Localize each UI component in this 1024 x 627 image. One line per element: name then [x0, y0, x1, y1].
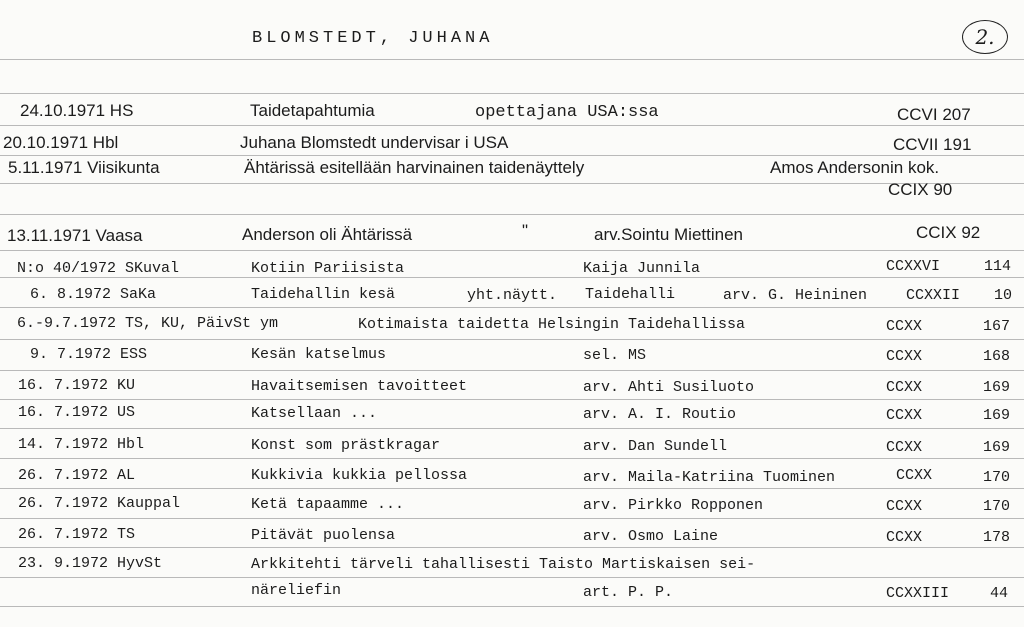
entry-title: Taidehallin kesä: [251, 286, 396, 303]
entry-venue: Taidehalli: [585, 286, 676, 303]
entry-title: Kotiin Pariisista: [251, 260, 405, 277]
entry-title-continued: näreliefin: [251, 582, 342, 599]
rule-line: [0, 458, 1024, 459]
card-title: BLOMSTEDT, JUHANA: [252, 29, 494, 48]
entry-volume: CCXX: [886, 318, 923, 335]
entry-title: Kesän katselmus: [251, 346, 387, 363]
entry-author: arv. Osmo Laine: [583, 528, 719, 545]
entry-page: 44: [990, 585, 1009, 602]
entry-volume: CCXX: [896, 467, 933, 484]
entry-reference: CCVI 207: [897, 105, 971, 124]
rule-line: [0, 339, 1024, 340]
entry-page: 167: [983, 318, 1011, 335]
rule-line: [0, 250, 1024, 251]
rule-line: [0, 370, 1024, 371]
entry-date: 24.10.1971 HS: [20, 101, 134, 120]
entry-volume: CCXX: [886, 348, 923, 365]
entry-title: Ketä tapaamme ...: [251, 496, 405, 513]
entry-author: Kaija Junnila: [583, 260, 701, 277]
entry-title: Ähtärissä esitellään harvinainen taidenäyttely: [244, 158, 585, 177]
entry-title: Konst som prästkragar: [251, 437, 441, 454]
entry-page: 170: [983, 498, 1011, 515]
rule-line: [0, 214, 1024, 215]
entry-author: arv. Pirkko Ropponen: [583, 497, 764, 514]
entry-page: 169: [983, 379, 1011, 396]
rule-line: [0, 606, 1024, 607]
entry-reference: CCVII 191: [893, 135, 972, 154]
entry-title: Arkkitehti tärveli tahallisesti Taisto Martiskaisen sei-: [251, 556, 756, 573]
entry-author: arv. G. Heininen: [723, 287, 868, 304]
entry-title: Kukkivia kukkia pellossa: [251, 467, 468, 484]
rule-line: [0, 399, 1024, 400]
entry-page: 168: [983, 348, 1011, 365]
entry-title: Anderson oli Ähtärissä: [242, 225, 413, 244]
page-number-circle: 2.: [962, 20, 1008, 54]
entry-volume: CCXX: [886, 439, 923, 456]
entry-date: 13.11.1971 Vaasa: [7, 226, 143, 245]
entry-date: 16. 7.1972 KU: [18, 377, 136, 394]
rule-line: [0, 488, 1024, 489]
entry-date: 20.10.1971 Hbl: [3, 133, 119, 152]
entry-volume: CCXX: [886, 498, 923, 515]
entry-title: Juhana Blomstedt undervisar i USA: [240, 133, 509, 152]
entry-title: Taidetapahtumia: [250, 101, 375, 120]
entry-collection: Amos Andersonin kok.: [770, 158, 940, 177]
entry-date: 9. 7.1972 ESS: [30, 346, 148, 363]
entry-author: arv. Dan Sundell: [583, 438, 728, 455]
entry-title: Katsellaan ...: [251, 405, 378, 422]
entry-author: arv. Ahti Susiluoto: [583, 379, 755, 396]
entry-page: 169: [983, 407, 1011, 424]
entry-date: 16. 7.1972 US: [18, 404, 136, 421]
entry-author: arv.Sointu Miettinen: [594, 225, 743, 244]
entry-date: 5.11.1971 Viisikunta: [8, 158, 160, 177]
entry-date: N:o 40/1972 SKuval: [17, 260, 180, 277]
entry-date: 26. 7.1972 Kauppal: [18, 495, 181, 512]
rule-line: [0, 547, 1024, 548]
rule-line: [0, 307, 1024, 308]
entry-volume: CCXXVI: [886, 258, 941, 275]
entry-date: 26. 7.1972 AL: [18, 467, 136, 484]
rule-line: [0, 183, 1024, 184]
entry-date: 26. 7.1972 TS: [18, 526, 136, 543]
entry-volume: CCXX: [886, 407, 923, 424]
entry-date: 6. 8.1972 SaKa: [30, 286, 157, 303]
entry-date: 14. 7.1972 Hbl: [18, 436, 145, 453]
entry-reference: CCIX 92: [916, 223, 981, 242]
entry-author: arv. Maila-Katriina Tuominen: [583, 469, 836, 486]
entry-page: 114: [984, 258, 1012, 275]
rule-line: [0, 93, 1024, 94]
entry-volume: CCXX: [886, 379, 923, 396]
entry-type: yht.näytt.: [467, 287, 558, 304]
rule-line: [0, 59, 1024, 60]
entry-title: Havaitsemisen tavoitteet: [251, 378, 468, 395]
entry-page: 170: [983, 469, 1011, 486]
ditto-mark: ": [522, 221, 529, 240]
entry-volume: CCXX: [886, 529, 923, 546]
entry-note: opettajana USA:ssa: [475, 103, 659, 122]
rule-line: [0, 125, 1024, 126]
rule-line: [0, 518, 1024, 519]
rule-line: [0, 577, 1024, 578]
entry-reference: CCIX 90: [888, 180, 953, 199]
entry-title: Pitävät puolensa: [251, 527, 396, 544]
entry-volume: CCXXII: [906, 287, 961, 304]
entry-author: art. P. P.: [583, 584, 674, 601]
entry-author: sel. MS: [583, 347, 647, 364]
entry-date: 23. 9.1972 HyvSt: [18, 555, 163, 572]
entry-volume: CCXXIII: [886, 585, 950, 602]
entry-title: Kotimaista taidetta Helsingin Taidehallissa: [358, 316, 746, 333]
rule-line: [0, 155, 1024, 156]
rule-line: [0, 428, 1024, 429]
entry-page: 10: [994, 287, 1013, 304]
entry-page: 178: [983, 529, 1011, 546]
entry-page: 169: [983, 439, 1011, 456]
entry-author: arv. A. I. Routio: [583, 406, 737, 423]
entry-date: 6.-9.7.1972 TS, KU, PäivSt ym: [17, 315, 279, 332]
